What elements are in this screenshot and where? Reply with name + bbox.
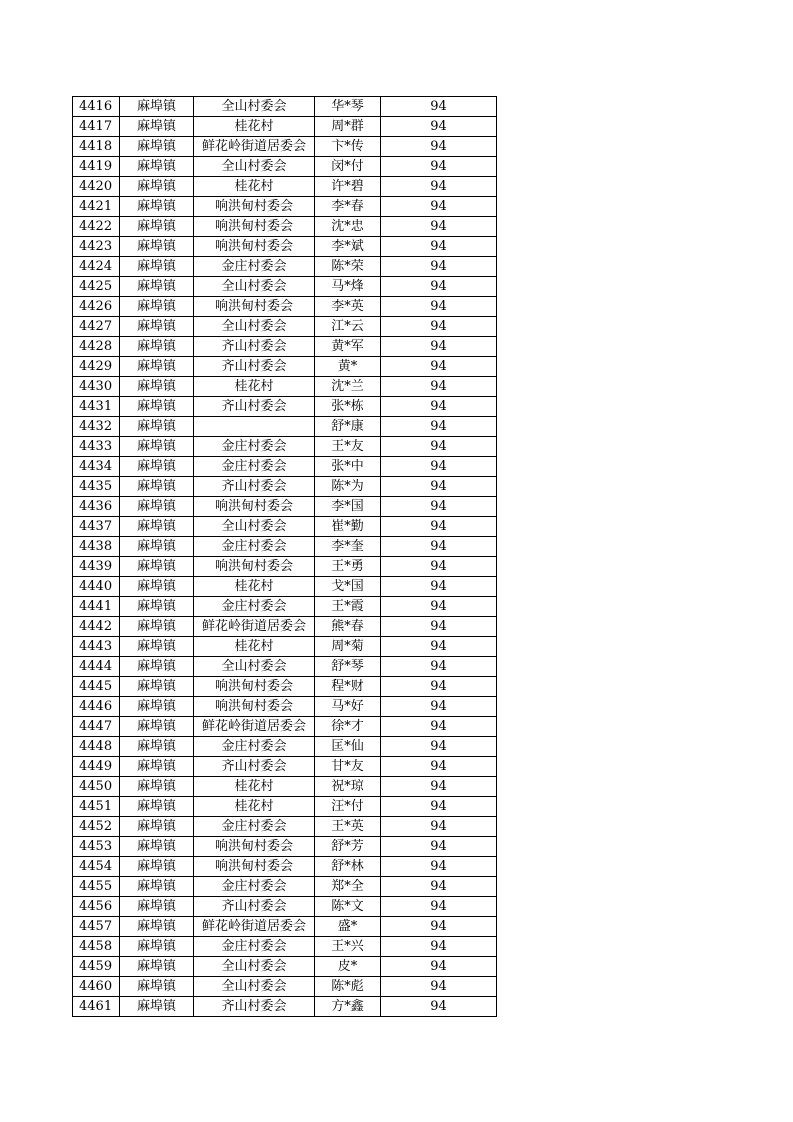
score-cell: 94	[381, 217, 497, 237]
town-cell: 麻埠镇	[120, 617, 194, 637]
village-cell: 响洪甸村委会	[194, 697, 315, 717]
name-cell: 王*友	[315, 437, 381, 457]
village-cell: 齐山村委会	[194, 997, 315, 1017]
score-cell: 94	[381, 937, 497, 957]
town-cell: 麻埠镇	[120, 157, 194, 177]
name-cell: 陈*彪	[315, 977, 381, 997]
name-cell: 程*财	[315, 677, 381, 697]
score-cell: 94	[381, 257, 497, 277]
village-cell: 金庄村委会	[194, 257, 315, 277]
name-cell: 马*烽	[315, 277, 381, 297]
name-cell: 张*栋	[315, 397, 381, 417]
table-row	[73, 837, 497, 857]
table-row	[73, 297, 497, 317]
village-cell: 桂花村	[194, 177, 315, 197]
village-cell: 鲜花岭街道居委会	[194, 137, 315, 157]
name-cell: 舒*康	[315, 417, 381, 437]
town-cell: 麻埠镇	[120, 217, 194, 237]
village-cell: 响洪甸村委会	[194, 677, 315, 697]
name-cell: 舒*琴	[315, 657, 381, 677]
table-row	[73, 517, 497, 537]
score-cell: 94	[381, 657, 497, 677]
town-cell: 麻埠镇	[120, 677, 194, 697]
score-cell: 94	[381, 457, 497, 477]
score-cell: 94	[381, 797, 497, 817]
table-row	[73, 577, 497, 597]
table-row	[73, 97, 497, 117]
table-row	[73, 677, 497, 697]
row-number-cell: 4429	[73, 357, 120, 377]
name-cell: 李*国	[315, 497, 381, 517]
name-cell: 李*英	[315, 297, 381, 317]
name-cell: 熊*春	[315, 617, 381, 637]
table-row	[73, 977, 497, 997]
row-number-cell: 4436	[73, 497, 120, 517]
town-cell: 麻埠镇	[120, 557, 194, 577]
row-number-cell: 4440	[73, 577, 120, 597]
score-cell: 94	[381, 117, 497, 137]
score-cell: 94	[381, 197, 497, 217]
table-row	[73, 957, 497, 977]
town-cell: 麻埠镇	[120, 837, 194, 857]
score-cell: 94	[381, 637, 497, 657]
table-row	[73, 117, 497, 137]
score-cell: 94	[381, 357, 497, 377]
town-cell: 麻埠镇	[120, 417, 194, 437]
village-cell: 响洪甸村委会	[194, 217, 315, 237]
name-cell: 崔*勤	[315, 517, 381, 537]
table-row	[73, 917, 497, 937]
row-number-cell: 4461	[73, 997, 120, 1017]
row-number-cell: 4459	[73, 957, 120, 977]
row-number-cell: 4453	[73, 837, 120, 857]
table-row	[73, 177, 497, 197]
village-cell: 金庄村委会	[194, 457, 315, 477]
village-cell: 鲜花岭街道居委会	[194, 617, 315, 637]
town-cell: 麻埠镇	[120, 137, 194, 157]
town-cell: 麻埠镇	[120, 537, 194, 557]
table-row	[73, 877, 497, 897]
score-cell: 94	[381, 297, 497, 317]
name-cell: 陈*文	[315, 897, 381, 917]
town-cell: 麻埠镇	[120, 457, 194, 477]
row-number-cell: 4423	[73, 237, 120, 257]
table-row	[73, 357, 497, 377]
table-row	[73, 777, 497, 797]
name-cell: 黄*	[315, 357, 381, 377]
row-number-cell: 4456	[73, 897, 120, 917]
name-cell: 李*奎	[315, 537, 381, 557]
table-row	[73, 937, 497, 957]
town-cell: 麻埠镇	[120, 177, 194, 197]
town-cell: 麻埠镇	[120, 937, 194, 957]
row-number-cell: 4426	[73, 297, 120, 317]
score-cell: 94	[381, 757, 497, 777]
town-cell: 麻埠镇	[120, 817, 194, 837]
row-number-cell: 4435	[73, 477, 120, 497]
row-number-cell: 4441	[73, 597, 120, 617]
row-number-cell: 4434	[73, 457, 120, 477]
name-cell: 周*群	[315, 117, 381, 137]
village-cell: 金庄村委会	[194, 937, 315, 957]
village-cell: 桂花村	[194, 577, 315, 597]
row-number-cell: 4433	[73, 437, 120, 457]
score-cell: 94	[381, 617, 497, 637]
village-cell: 鲜花岭街道居委会	[194, 917, 315, 937]
row-number-cell: 4450	[73, 777, 120, 797]
score-cell: 94	[381, 497, 497, 517]
village-cell: 桂花村	[194, 117, 315, 137]
name-cell: 皮*	[315, 957, 381, 977]
town-cell: 麻埠镇	[120, 397, 194, 417]
table-row	[73, 717, 497, 737]
town-cell: 麻埠镇	[120, 197, 194, 217]
row-number-cell: 4439	[73, 557, 120, 577]
town-cell: 麻埠镇	[120, 597, 194, 617]
village-cell: 金庄村委会	[194, 877, 315, 897]
row-number-cell: 4449	[73, 757, 120, 777]
name-cell: 郑*全	[315, 877, 381, 897]
town-cell: 麻埠镇	[120, 497, 194, 517]
score-cell: 94	[381, 777, 497, 797]
village-cell: 桂花村	[194, 377, 315, 397]
table-row	[73, 857, 497, 877]
table-row	[73, 817, 497, 837]
table-row	[73, 657, 497, 677]
name-cell: 闵*付	[315, 157, 381, 177]
row-number-cell: 4445	[73, 677, 120, 697]
row-number-cell: 4431	[73, 397, 120, 417]
row-number-cell: 4438	[73, 537, 120, 557]
town-cell: 麻埠镇	[120, 357, 194, 377]
town-cell: 麻埠镇	[120, 737, 194, 757]
score-cell: 94	[381, 857, 497, 877]
roster-table-body	[73, 97, 497, 1017]
score-cell: 94	[381, 157, 497, 177]
score-cell: 94	[381, 337, 497, 357]
table-row	[73, 397, 497, 417]
score-cell: 94	[381, 717, 497, 737]
town-cell: 麻埠镇	[120, 277, 194, 297]
town-cell: 麻埠镇	[120, 777, 194, 797]
row-number-cell: 4451	[73, 797, 120, 817]
row-number-cell: 4458	[73, 937, 120, 957]
town-cell: 麻埠镇	[120, 657, 194, 677]
village-cell: 响洪甸村委会	[194, 557, 315, 577]
score-cell: 94	[381, 557, 497, 577]
village-cell: 金庄村委会	[194, 537, 315, 557]
row-number-cell: 4418	[73, 137, 120, 157]
row-number-cell: 4444	[73, 657, 120, 677]
table-row	[73, 337, 497, 357]
table-row	[73, 557, 497, 577]
village-cell: 金庄村委会	[194, 437, 315, 457]
town-cell: 麻埠镇	[120, 577, 194, 597]
score-cell: 94	[381, 977, 497, 997]
town-cell: 麻埠镇	[120, 957, 194, 977]
town-cell: 麻埠镇	[120, 797, 194, 817]
village-cell: 全山村委会	[194, 517, 315, 537]
row-number-cell: 4446	[73, 697, 120, 717]
table-row	[73, 197, 497, 217]
score-cell: 94	[381, 417, 497, 437]
score-cell: 94	[381, 597, 497, 617]
row-number-cell: 4454	[73, 857, 120, 877]
table-row	[73, 797, 497, 817]
row-number-cell: 4448	[73, 737, 120, 757]
name-cell: 沈*兰	[315, 377, 381, 397]
table-row	[73, 617, 497, 637]
row-number-cell: 4443	[73, 637, 120, 657]
name-cell: 匡*仙	[315, 737, 381, 757]
row-number-cell: 4428	[73, 337, 120, 357]
town-cell: 麻埠镇	[120, 317, 194, 337]
score-cell: 94	[381, 377, 497, 397]
name-cell: 马*好	[315, 697, 381, 717]
village-cell: 金庄村委会	[194, 817, 315, 837]
row-number-cell: 4425	[73, 277, 120, 297]
row-number-cell: 4416	[73, 97, 120, 117]
town-cell: 麻埠镇	[120, 917, 194, 937]
village-cell: 鲜花岭街道居委会	[194, 717, 315, 737]
name-cell: 盛*	[315, 917, 381, 937]
table-row	[73, 897, 497, 917]
score-cell: 94	[381, 817, 497, 837]
score-cell: 94	[381, 137, 497, 157]
village-cell: 齐山村委会	[194, 337, 315, 357]
village-cell: 齐山村委会	[194, 357, 315, 377]
village-cell: 金庄村委会	[194, 737, 315, 757]
table-row	[73, 317, 497, 337]
row-number-cell: 4427	[73, 317, 120, 337]
name-cell: 王*勇	[315, 557, 381, 577]
row-number-cell: 4432	[73, 417, 120, 437]
name-cell: 王*霞	[315, 597, 381, 617]
name-cell: 李*春	[315, 197, 381, 217]
village-cell: 齐山村委会	[194, 897, 315, 917]
row-number-cell: 4420	[73, 177, 120, 197]
village-cell: 齐山村委会	[194, 397, 315, 417]
table-row	[73, 217, 497, 237]
village-cell: 桂花村	[194, 637, 315, 657]
name-cell: 陈*为	[315, 477, 381, 497]
name-cell: 汪*付	[315, 797, 381, 817]
town-cell: 麻埠镇	[120, 97, 194, 117]
town-cell: 麻埠镇	[120, 697, 194, 717]
table-row	[73, 437, 497, 457]
table-row	[73, 457, 497, 477]
village-cell: 全山村委会	[194, 957, 315, 977]
row-number-cell: 4442	[73, 617, 120, 637]
name-cell: 王*兴	[315, 937, 381, 957]
name-cell: 张*中	[315, 457, 381, 477]
village-cell	[194, 417, 315, 437]
town-cell: 麻埠镇	[120, 977, 194, 997]
name-cell: 李*斌	[315, 237, 381, 257]
name-cell: 陈*荣	[315, 257, 381, 277]
village-cell: 响洪甸村委会	[194, 497, 315, 517]
row-number-cell: 4424	[73, 257, 120, 277]
table-row	[73, 997, 497, 1017]
village-cell: 全山村委会	[194, 97, 315, 117]
name-cell: 舒*芳	[315, 837, 381, 857]
town-cell: 麻埠镇	[120, 757, 194, 777]
town-cell: 麻埠镇	[120, 637, 194, 657]
row-number-cell: 4457	[73, 917, 120, 937]
name-cell: 祝*琼	[315, 777, 381, 797]
town-cell: 麻埠镇	[120, 237, 194, 257]
table-row	[73, 497, 497, 517]
table-row	[73, 377, 497, 397]
village-cell: 全山村委会	[194, 977, 315, 997]
score-cell: 94	[381, 957, 497, 977]
row-number-cell: 4447	[73, 717, 120, 737]
row-number-cell: 4421	[73, 197, 120, 217]
name-cell: 华*琴	[315, 97, 381, 117]
town-cell: 麻埠镇	[120, 997, 194, 1017]
town-cell: 麻埠镇	[120, 877, 194, 897]
table-row	[73, 257, 497, 277]
village-cell: 响洪甸村委会	[194, 297, 315, 317]
score-cell: 94	[381, 517, 497, 537]
town-cell: 麻埠镇	[120, 257, 194, 277]
row-number-cell: 4419	[73, 157, 120, 177]
name-cell: 周*菊	[315, 637, 381, 657]
village-cell: 全山村委会	[194, 157, 315, 177]
score-cell: 94	[381, 317, 497, 337]
score-cell: 94	[381, 177, 497, 197]
score-cell: 94	[381, 437, 497, 457]
table-row	[73, 277, 497, 297]
table-row	[73, 417, 497, 437]
row-number-cell: 4430	[73, 377, 120, 397]
name-cell: 沈*忠	[315, 217, 381, 237]
village-cell: 响洪甸村委会	[194, 237, 315, 257]
town-cell: 麻埠镇	[120, 377, 194, 397]
score-cell: 94	[381, 837, 497, 857]
name-cell: 王*英	[315, 817, 381, 837]
score-cell: 94	[381, 997, 497, 1017]
table-row	[73, 537, 497, 557]
village-cell: 全山村委会	[194, 317, 315, 337]
town-cell: 麻埠镇	[120, 897, 194, 917]
score-cell: 94	[381, 97, 497, 117]
score-cell: 94	[381, 277, 497, 297]
name-cell: 江*云	[315, 317, 381, 337]
table-row	[73, 737, 497, 757]
table-row	[73, 157, 497, 177]
score-cell: 94	[381, 877, 497, 897]
town-cell: 麻埠镇	[120, 117, 194, 137]
name-cell: 许*碧	[315, 177, 381, 197]
village-cell: 响洪甸村委会	[194, 857, 315, 877]
table-row	[73, 137, 497, 157]
name-cell: 戈*国	[315, 577, 381, 597]
row-number-cell: 4422	[73, 217, 120, 237]
village-cell: 全山村委会	[194, 277, 315, 297]
score-cell: 94	[381, 537, 497, 557]
village-cell: 桂花村	[194, 797, 315, 817]
row-number-cell: 4455	[73, 877, 120, 897]
score-cell: 94	[381, 737, 497, 757]
village-cell: 齐山村委会	[194, 757, 315, 777]
village-cell: 桂花村	[194, 777, 315, 797]
name-cell: 舒*林	[315, 857, 381, 877]
score-cell: 94	[381, 477, 497, 497]
table-row	[73, 237, 497, 257]
score-cell: 94	[381, 697, 497, 717]
name-cell: 徐*才	[315, 717, 381, 737]
score-cell: 94	[381, 577, 497, 597]
name-cell: 甘*友	[315, 757, 381, 777]
roster-table	[72, 96, 497, 1017]
village-cell: 响洪甸村委会	[194, 197, 315, 217]
town-cell: 麻埠镇	[120, 437, 194, 457]
village-cell: 响洪甸村委会	[194, 837, 315, 857]
table-row	[73, 597, 497, 617]
town-cell: 麻埠镇	[120, 477, 194, 497]
table-row	[73, 697, 497, 717]
score-cell: 94	[381, 237, 497, 257]
town-cell: 麻埠镇	[120, 717, 194, 737]
score-cell: 94	[381, 677, 497, 697]
town-cell: 麻埠镇	[120, 337, 194, 357]
row-number-cell: 4417	[73, 117, 120, 137]
town-cell: 麻埠镇	[120, 857, 194, 877]
town-cell: 麻埠镇	[120, 297, 194, 317]
name-cell: 卞*传	[315, 137, 381, 157]
score-cell: 94	[381, 917, 497, 937]
score-cell: 94	[381, 397, 497, 417]
name-cell: 黄*军	[315, 337, 381, 357]
table-row	[73, 757, 497, 777]
town-cell: 麻埠镇	[120, 517, 194, 537]
score-cell: 94	[381, 897, 497, 917]
table-row	[73, 477, 497, 497]
name-cell: 方*鑫	[315, 997, 381, 1017]
village-cell: 金庄村委会	[194, 597, 315, 617]
village-cell: 齐山村委会	[194, 477, 315, 497]
row-number-cell: 4452	[73, 817, 120, 837]
village-cell: 全山村委会	[194, 657, 315, 677]
table-row	[73, 637, 497, 657]
row-number-cell: 4460	[73, 977, 120, 997]
row-number-cell: 4437	[73, 517, 120, 537]
